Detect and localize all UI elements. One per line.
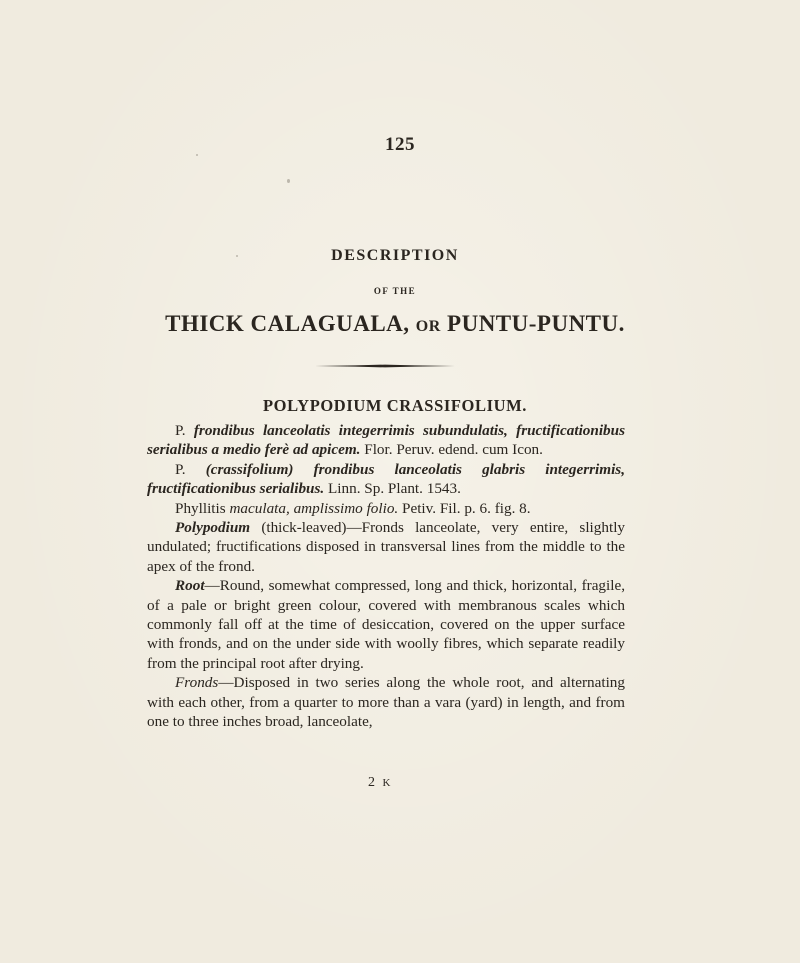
page-number: 125 xyxy=(385,134,415,155)
p5-text: —Round, somewhat compressed, long and thick, horizontal, fragile, of a pale or bright green colour, covered with membranous scales which commonly fall off at the time of desiccation, covered on the upper surface with fronds, and on the under side with woolly fibres, which separate readily from the principal root after drying. xyxy=(147,577,625,672)
page-title xyxy=(0,311,790,337)
title-part2: PUNTU-PUNTU. xyxy=(447,311,625,336)
synonym-paragraph-3 xyxy=(147,499,625,518)
ink-speck xyxy=(287,179,290,183)
p2-latin: frondibus lanceolatis glabris integerrimis, fructificationibus serialibus. xyxy=(147,460,625,498)
body-text xyxy=(147,421,625,732)
synonym-paragraph-2 xyxy=(147,460,625,499)
p4-text: (thick-leaved)—Fronds lanceolate, very entire, slightly undulated; fructifications disposed in transversal lines from the middle to the apex of the frond. xyxy=(147,519,626,575)
p1-latin: frondibus lanceolatis integerrimis subundulatis, fructificationibus serialibus a medio ferè ad apicem. xyxy=(147,422,626,459)
p2-lead: P. xyxy=(175,460,186,478)
p2-ref: Linn. Sp. Plant. 1543. xyxy=(328,480,461,498)
species-heading: POLYPODIUM CRASSIFOLIUM. xyxy=(262,396,528,415)
root-paragraph xyxy=(147,576,625,673)
p1-lead: P. xyxy=(175,422,186,439)
heading-of-the: OF THE xyxy=(373,286,417,296)
p3-lead: Phyllitis xyxy=(175,499,226,517)
p4-term: Polypodium xyxy=(175,519,251,537)
p2-latin-paren: (crassifolium) xyxy=(205,460,294,478)
signature-mark xyxy=(368,775,392,791)
title-part1: THICK CALAGUALA, xyxy=(165,311,410,336)
decorative-rule xyxy=(315,364,455,368)
p3-ref: Petiv. Fil. p. 6. fig. 8. xyxy=(402,499,531,517)
title-or: OR xyxy=(415,318,441,335)
ink-speck xyxy=(196,154,198,156)
p6-term: Fronds xyxy=(175,674,219,692)
p3-latin: maculata, amplissimo folio. xyxy=(229,499,399,517)
p1-ref: Flor. Peruv. edend. cum Icon. xyxy=(364,441,543,459)
p6-text: —Disposed in two series along the whole root, and alternating with each other, from a quarter to more than a vara (yard) in length, and from one to three inches broad, lanceolate, xyxy=(147,674,625,731)
description-paragraph xyxy=(147,518,625,576)
p5-term: Root xyxy=(175,577,205,595)
synonym-paragraph-1 xyxy=(147,421,625,460)
signature-letter: K xyxy=(382,777,393,789)
fronds-paragraph xyxy=(147,673,625,731)
ink-speck xyxy=(236,255,238,257)
heading-description: DESCRIPTION xyxy=(331,247,459,264)
signature-numeral: 2 xyxy=(368,775,377,790)
